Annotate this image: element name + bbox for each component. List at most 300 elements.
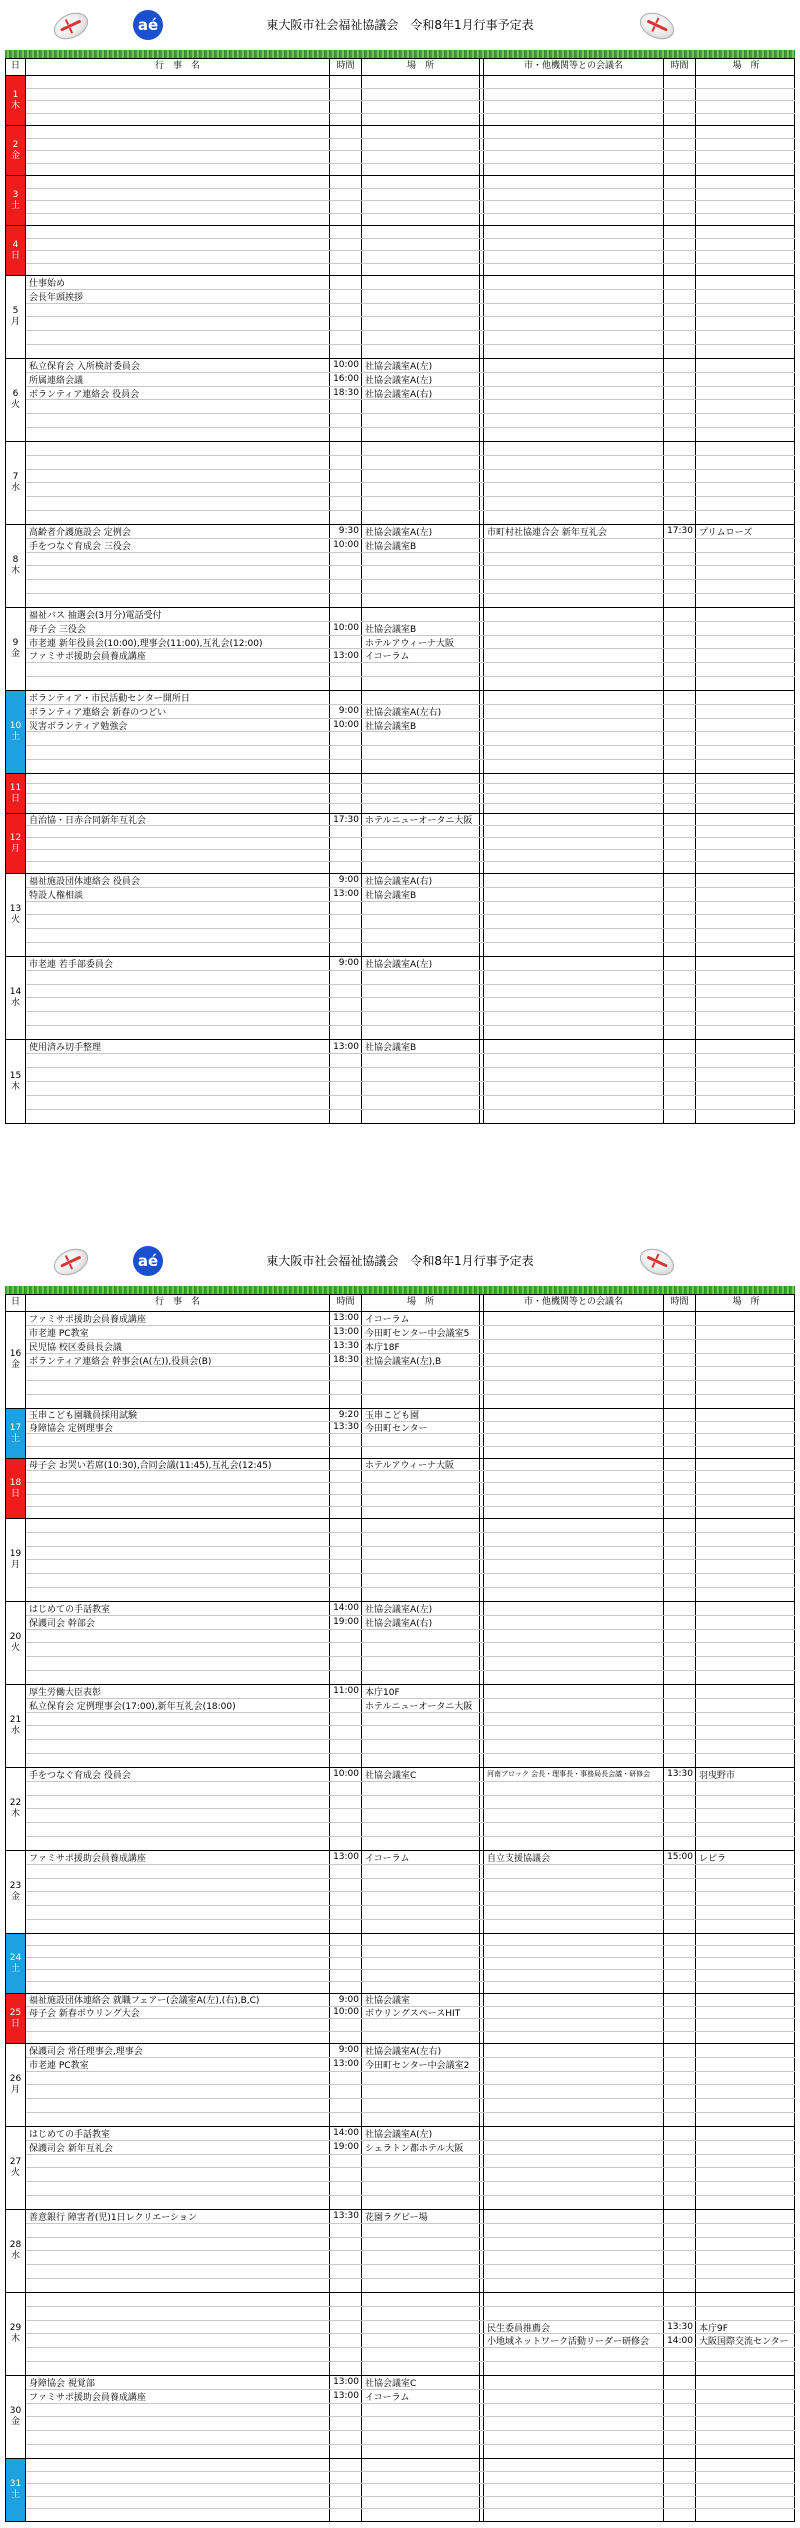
time-cell: 10:00 [330, 622, 362, 635]
event-cell [26, 126, 330, 138]
event-cell: ファミサポ援助会員養成講座 [26, 1312, 330, 1325]
table-row [26, 1547, 795, 1561]
other-place-cell [696, 760, 795, 773]
other-event-cell [484, 1685, 664, 1698]
other-time-cell [664, 1994, 696, 2006]
other-place-cell [696, 290, 795, 303]
event-cell: 災害ボランティア勉強会 [26, 719, 330, 732]
time-cell [330, 594, 362, 607]
event-cell [26, 2417, 330, 2430]
time-cell [330, 636, 362, 649]
place-cell [362, 201, 480, 213]
other-time-cell [664, 1519, 696, 1532]
other-time-cell: 13:30 [664, 2321, 696, 2334]
time-cell [330, 442, 362, 455]
table-row [26, 2196, 795, 2209]
other-event-cell [484, 276, 664, 289]
day-weekday: 日 [10, 250, 20, 261]
other-time-cell [664, 139, 696, 151]
day-block [6, 276, 794, 359]
day-number: 25 [9, 2007, 22, 2018]
other-place-cell [696, 1643, 795, 1656]
time-cell [330, 1110, 362, 1123]
day-block [6, 1409, 794, 1459]
other-time-cell [664, 304, 696, 317]
day-block [6, 1685, 794, 1768]
day-label [6, 276, 26, 358]
event-cell [26, 1547, 330, 1560]
other-time-cell [664, 2459, 696, 2471]
day-block [6, 359, 794, 442]
time-cell [330, 139, 362, 151]
other-time-cell [664, 850, 696, 861]
day-label [6, 2459, 26, 2521]
other-event-cell [484, 732, 664, 745]
other-place-cell [696, 1040, 795, 1053]
table-row [26, 539, 795, 553]
time-cell [330, 1823, 362, 1836]
table-row [26, 2210, 795, 2224]
other-event-cell [484, 239, 664, 251]
place-cell: 花園ラグビー場 [362, 2210, 480, 2223]
place-cell [362, 1630, 480, 1643]
other-time-cell [664, 428, 696, 441]
other-place-cell [696, 2417, 795, 2430]
time-cell [330, 1574, 362, 1587]
other-time-cell [664, 2168, 696, 2181]
table-row [26, 1958, 795, 1970]
time-cell [330, 1054, 362, 1067]
other-time-cell [664, 2509, 696, 2521]
table-row [26, 2265, 795, 2279]
time-cell [330, 76, 362, 88]
table-row [26, 1865, 795, 1879]
table-row [26, 189, 795, 202]
place-cell [362, 1533, 480, 1546]
event-cell [26, 2155, 330, 2168]
other-event-cell [484, 290, 664, 303]
place-cell [362, 1012, 480, 1025]
event-cell [26, 428, 330, 441]
place-cell [362, 794, 480, 803]
time-cell [330, 1547, 362, 1560]
day-weekday: 金 [10, 1360, 20, 1370]
other-event-cell [484, 2085, 664, 2098]
event-cell [26, 414, 330, 427]
event-cell [26, 1447, 330, 1459]
table-row [26, 251, 795, 264]
event-cell [26, 1892, 330, 1905]
other-event-cell [484, 2058, 664, 2071]
event-cell [26, 1560, 330, 1573]
place-cell [362, 1068, 480, 1081]
place-cell: 社協会議室A(左) [362, 359, 480, 372]
place-cell [362, 126, 480, 138]
table-row [26, 1970, 795, 1982]
other-event-cell [484, 1865, 664, 1878]
other-time-cell [664, 1471, 696, 1482]
other-place-cell [696, 497, 795, 510]
other-event-cell [484, 691, 664, 704]
page-title: 東大阪市社会福祉協議会 令和8年1月行事予定表 [266, 1254, 534, 1268]
place-cell [362, 331, 480, 344]
table-row [26, 814, 795, 826]
other-place-cell [696, 1671, 795, 1684]
event-cell [26, 804, 330, 813]
day-weekday: 木 [10, 2334, 20, 2344]
day-weekday: 月 [10, 2085, 20, 2095]
other-place-cell [696, 1434, 795, 1446]
time-cell: 9:00 [330, 1994, 362, 2006]
place-cell [362, 2113, 480, 2126]
table-row [26, 705, 795, 719]
table-row [26, 2445, 795, 2458]
other-time-cell [664, 2113, 696, 2126]
day-block [6, 2044, 794, 2127]
other-time-cell [664, 2099, 696, 2112]
other-event-cell [484, 317, 664, 330]
other-time-cell [664, 373, 696, 386]
event-cell [26, 677, 330, 690]
other-time-cell [664, 214, 696, 226]
other-place-cell [696, 1713, 795, 1726]
event-cell [26, 902, 330, 915]
other-event-cell [484, 2497, 664, 2509]
event-cell [26, 1671, 330, 1684]
other-event-cell [484, 2293, 664, 2306]
time-cell [330, 126, 362, 138]
time-cell: 9:30 [330, 525, 362, 538]
table-row [26, 622, 795, 636]
other-event-cell [484, 1395, 664, 1408]
other-event-cell: 自立支援協議会 [484, 1851, 664, 1864]
other-time-cell [664, 915, 696, 928]
other-place-cell [696, 331, 795, 344]
table-row [26, 719, 795, 733]
other-place-cell [696, 317, 795, 330]
other-time-cell [664, 1040, 696, 1053]
other-place-cell [696, 1395, 795, 1408]
other-place-cell [696, 1970, 795, 1981]
place-cell [362, 1958, 480, 1969]
other-place-cell [696, 2509, 795, 2521]
day-label [6, 76, 26, 125]
other-event-cell [484, 622, 664, 635]
time-cell [330, 2293, 362, 2306]
event-cell [26, 1782, 330, 1795]
time-cell [330, 608, 362, 621]
other-place-cell [696, 649, 795, 662]
table-row [26, 1560, 795, 1574]
time-cell [330, 998, 362, 1011]
time-cell [330, 151, 362, 163]
time-cell [330, 929, 362, 942]
other-place-cell [696, 1381, 795, 1394]
time-cell [330, 483, 362, 496]
other-place-cell [696, 2210, 795, 2223]
time-cell [330, 114, 362, 126]
event-cell: 市老連 若手部委員会 [26, 957, 330, 970]
other-event-cell: 民生委員推薦会 [484, 2321, 664, 2334]
table-row [26, 804, 795, 813]
table-row [26, 636, 795, 650]
other-time-cell [664, 1630, 696, 1643]
place-cell [362, 76, 480, 88]
other-place-cell [696, 251, 795, 263]
place-cell: イコーラム [362, 649, 480, 662]
event-cell [26, 1026, 330, 1039]
other-place-cell [696, 101, 795, 113]
other-place-cell [696, 226, 795, 238]
day-block [6, 1312, 794, 1409]
other-event-cell [484, 331, 664, 344]
other-event-cell [484, 1054, 664, 1067]
day-block [6, 126, 794, 176]
place-cell [362, 1837, 480, 1850]
event-cell [26, 784, 330, 793]
other-time-cell [664, 1574, 696, 1587]
other-time-cell [664, 1054, 696, 1067]
table-row [26, 2279, 795, 2292]
other-event-cell [484, 915, 664, 928]
other-place-cell [696, 1699, 795, 1712]
place-cell: 社協会議室A(左) [362, 957, 480, 970]
other-place-cell [696, 470, 795, 483]
other-time-cell [664, 663, 696, 676]
other-event-cell [484, 1616, 664, 1629]
other-time-cell [664, 732, 696, 745]
time-cell: 13:00 [330, 888, 362, 901]
other-time-cell [664, 1096, 696, 1109]
table-row [26, 2509, 795, 2521]
time-cell [330, 1459, 362, 1470]
table-row [26, 276, 795, 290]
table-row [26, 2376, 795, 2390]
event-cell [26, 201, 330, 213]
day-number: 16 [9, 1349, 22, 1359]
place-cell [362, 2362, 480, 2375]
other-place-cell [696, 804, 795, 813]
event-cell [26, 2168, 330, 2181]
place-cell [362, 1447, 480, 1459]
day-label [6, 1312, 26, 1408]
other-event-cell [484, 1906, 664, 1919]
event-cell [26, 1970, 330, 1981]
time-cell [330, 1958, 362, 1969]
other-event-cell [484, 101, 664, 113]
place-cell [362, 2445, 480, 2458]
table-row [26, 2348, 795, 2362]
other-place-cell [696, 1471, 795, 1482]
day-block [6, 2127, 794, 2210]
other-event-cell [484, 957, 664, 970]
other-time-cell [664, 101, 696, 113]
other-time-cell [664, 862, 696, 873]
time-cell [330, 1507, 362, 1518]
event-cell [26, 943, 330, 956]
other-place-cell [696, 2196, 795, 2209]
day-weekday: 月 [10, 1560, 20, 1570]
time-cell: 10:00 [330, 539, 362, 552]
table-row [26, 1934, 795, 1946]
other-place-cell [696, 400, 795, 413]
event-cell [26, 2497, 330, 2509]
other-event-cell [484, 2072, 664, 2085]
time-cell [330, 1026, 362, 1039]
day-number: 30 [9, 2406, 22, 2416]
event-cell [26, 2224, 330, 2237]
other-event-cell [484, 373, 664, 386]
other-event-cell [484, 746, 664, 759]
other-place-cell [696, 1312, 795, 1325]
event-cell [26, 101, 330, 113]
table-row [26, 850, 795, 862]
time-cell [330, 1970, 362, 1981]
day-block [6, 2376, 794, 2459]
other-place-cell [696, 1685, 795, 1698]
other-place-cell [696, 1837, 795, 1850]
event-cell [26, 2113, 330, 2126]
event-cell [26, 483, 330, 496]
table-row [26, 677, 795, 690]
other-time-cell [664, 794, 696, 803]
day-block [6, 874, 794, 957]
other-place-cell [696, 1809, 795, 1822]
other-time-cell [664, 998, 696, 1011]
other-time-cell [664, 1026, 696, 1039]
place-cell [362, 1483, 480, 1494]
other-event-cell [484, 1040, 664, 1053]
other-place-cell [696, 1906, 795, 1919]
place-cell [362, 101, 480, 113]
time-cell [330, 1754, 362, 1767]
place-cell [362, 2334, 480, 2347]
table-row [26, 373, 795, 387]
place-cell: 社協会議室A(右) [362, 1616, 480, 1629]
other-event-cell [484, 774, 664, 783]
place-cell [362, 483, 480, 496]
other-time-cell [664, 691, 696, 704]
day-block [6, 814, 794, 874]
place-cell [362, 1982, 480, 1993]
other-place-cell: 羽曳野市 [699, 1770, 736, 1781]
place-cell [362, 1740, 480, 1753]
other-place-cell [696, 1326, 795, 1339]
other-time-cell [664, 483, 696, 496]
time-cell: 13:30 [330, 1422, 362, 1434]
place-cell: 今田町センター中会議室5 [362, 1326, 480, 1339]
day-weekday: 日 [10, 793, 20, 804]
other-event-cell [484, 359, 664, 372]
other-place-cell [696, 1547, 795, 1560]
table-row [26, 1082, 795, 1096]
table-row [26, 746, 795, 760]
other-time-cell [664, 677, 696, 690]
other-event-cell: 市町村社協連合会 新年互礼会 [484, 525, 664, 538]
schedule-table [5, 1294, 795, 2522]
table-row [26, 915, 795, 929]
table-row [26, 760, 795, 773]
time-cell: 14:00 [330, 1602, 362, 1615]
event-cell [26, 1726, 330, 1739]
other-event-cell [484, 1354, 664, 1367]
other-place-cell [696, 2141, 795, 2154]
table-row [26, 2390, 795, 2404]
time-cell [330, 691, 362, 704]
other-place-cell [696, 826, 795, 837]
event-cell [26, 76, 330, 88]
other-time-cell [664, 580, 696, 593]
time-cell [330, 1699, 362, 1712]
other-place-cell [696, 1782, 795, 1795]
place-cell: 社協会議室A(左) [362, 2127, 480, 2140]
place-cell [362, 345, 480, 358]
place-cell [362, 1809, 480, 1822]
other-time-cell: 15:00 [664, 1851, 696, 1864]
table-row [26, 483, 795, 497]
table-row [26, 943, 795, 956]
time-cell [330, 2224, 362, 2237]
time-cell [330, 1657, 362, 1670]
place-cell [362, 1782, 480, 1795]
event-cell [26, 1630, 330, 1643]
event-cell [26, 2321, 330, 2334]
other-place-cell [696, 1354, 795, 1367]
other-time-cell [664, 2497, 696, 2509]
other-event-cell [484, 2362, 664, 2375]
other-place-cell [696, 2099, 795, 2112]
place-cell [362, 442, 480, 455]
other-event-cell [484, 400, 664, 413]
place-cell [362, 139, 480, 151]
other-place-cell [696, 2182, 795, 2195]
other-event-cell [484, 1920, 664, 1933]
event-cell [26, 2445, 330, 2458]
place-cell: 社協会議室C [362, 2376, 480, 2389]
other-time-cell [664, 608, 696, 621]
other-time-cell [664, 1381, 696, 1394]
time-cell [330, 2404, 362, 2417]
event-cell [26, 1507, 330, 1518]
event-cell [26, 1574, 330, 1587]
other-place-cell [696, 746, 795, 759]
event-cell [26, 838, 330, 849]
time-cell: 9:00 [330, 957, 362, 970]
table-row [26, 826, 795, 838]
other-time-cell [664, 1837, 696, 1850]
other-place-cell [696, 2445, 795, 2458]
time-cell [330, 2155, 362, 2168]
day-weekday: 土 [10, 200, 20, 211]
other-place-cell [696, 1507, 795, 1518]
event-cell [26, 2334, 330, 2347]
time-cell [330, 1447, 362, 1459]
time-cell: 10:00 [330, 2007, 362, 2019]
day-block [6, 2210, 794, 2293]
day-weekday: 月 [10, 843, 20, 854]
place-cell [362, 566, 480, 579]
other-event-cell [484, 2265, 664, 2278]
other-time-cell [664, 2058, 696, 2071]
other-place-cell [696, 2390, 795, 2403]
time-cell [330, 1982, 362, 1993]
event-cell [26, 1519, 330, 1532]
rugby-ball-icon [636, 8, 679, 45]
place-cell [362, 1096, 480, 1109]
time-cell [330, 1434, 362, 1446]
day-block [6, 2293, 794, 2376]
place-cell [362, 2459, 480, 2471]
